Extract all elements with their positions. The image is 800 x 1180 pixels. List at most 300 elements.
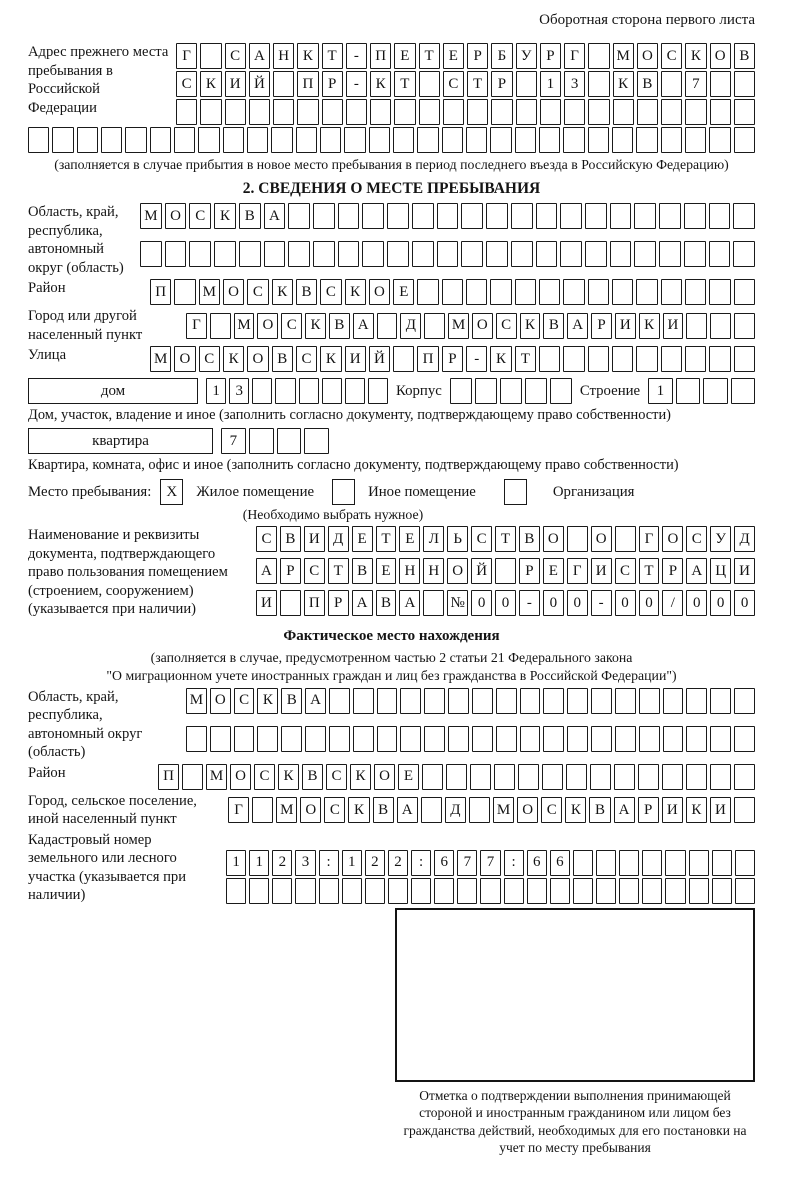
char-cell [448, 726, 469, 752]
char-cell: 1 [206, 378, 226, 404]
char-cell: К [320, 346, 341, 372]
char-cell: 0 [567, 590, 588, 616]
char-cell [486, 241, 508, 267]
prev-address-note: (заполняется в случае прибытия в новое место пребывания в период последнего въезда в Российскую Федерацию) [54, 157, 729, 172]
char-cell [52, 127, 73, 153]
actual-region-row [28, 688, 755, 762]
char-cell: 0 [615, 590, 636, 616]
char-cell [424, 726, 445, 752]
char-cell: К [350, 764, 371, 790]
checkbox-organization [504, 479, 527, 505]
char-cell [563, 279, 584, 305]
char-cell [710, 688, 731, 714]
char-cell [457, 878, 477, 904]
char-cell [665, 878, 685, 904]
char-cell [734, 71, 755, 97]
char-cell [734, 797, 755, 823]
cadastral-grid [226, 831, 755, 905]
char-cell [490, 127, 511, 153]
char-cell: А [399, 590, 420, 616]
char-cell [491, 99, 512, 125]
char-cell [511, 203, 533, 229]
char-cell [182, 764, 203, 790]
char-cell: О [591, 526, 612, 552]
char-cell [731, 378, 755, 404]
char-cell [550, 378, 572, 404]
char-cell: С [686, 526, 707, 552]
char-cell: : [504, 850, 524, 876]
char-cell [264, 241, 286, 267]
char-cell: 7 [221, 428, 246, 454]
char-cell [543, 688, 564, 714]
char-cell: О [210, 688, 231, 714]
apartment-note: Квартира, комната, офис и иное (заполнить согласно документу, подтверждающему право собственности) [28, 457, 679, 473]
char-cell: С [324, 797, 345, 823]
page-side-note: Оборотная сторона первого листа [539, 12, 755, 28]
char-cell [329, 726, 350, 752]
char-cell [189, 241, 211, 267]
char-cell: С [281, 313, 302, 339]
char-cell [28, 127, 49, 153]
char-cell [472, 726, 493, 752]
region-label: Область, край, республика, автономный округ (область) [28, 204, 124, 276]
option-other-premises-label: Иное помещение [368, 483, 476, 500]
char-cell: Т [467, 71, 488, 97]
char-cell: О [257, 313, 278, 339]
char-cell [588, 99, 609, 125]
char-cell [370, 99, 391, 125]
char-cell: 0 [686, 590, 707, 616]
char-cell [709, 203, 731, 229]
char-cell [685, 346, 706, 372]
char-cell [685, 127, 706, 153]
char-cell: А [686, 558, 707, 584]
char-cell: И [734, 558, 755, 584]
char-cell [393, 346, 414, 372]
char-cell [596, 850, 616, 876]
char-cell: П [297, 71, 318, 97]
char-cell [176, 99, 197, 125]
char-cell: И [663, 313, 684, 339]
char-cell: 6 [550, 850, 570, 876]
char-grid-row [228, 797, 755, 823]
char-cell [437, 241, 459, 267]
house-note: Дом, участок, владение и иное (заполнить согласно документу, подтверждающему право собственности) [28, 407, 671, 423]
char-cell: К [639, 313, 660, 339]
char-cell [515, 279, 536, 305]
char-cell [421, 797, 442, 823]
char-cell: С [471, 526, 492, 552]
char-cell: К [200, 71, 221, 97]
char-cell: О [247, 346, 268, 372]
char-cell: 1 [249, 850, 269, 876]
char-cell [424, 688, 445, 714]
char-cell: Ц [710, 558, 731, 584]
char-cell: 1 [540, 71, 561, 97]
korpus-label: Корпус [396, 383, 442, 399]
cadastral-row [28, 831, 755, 905]
char-cell [686, 688, 707, 714]
char-grid-row [186, 313, 755, 339]
char-cell [710, 99, 731, 125]
char-cell [710, 71, 731, 97]
char-cell: У [516, 43, 537, 69]
char-cell: С [247, 279, 268, 305]
char-cell [615, 688, 636, 714]
char-cell [377, 726, 398, 752]
char-cell: В [239, 203, 261, 229]
actual-region-grid [186, 688, 755, 762]
char-cell [446, 764, 467, 790]
checkbox-residential: X [160, 479, 183, 505]
char-cell [591, 726, 612, 752]
city-row [28, 307, 755, 344]
char-cell [412, 203, 434, 229]
char-cell [496, 688, 517, 714]
char-cell: К [613, 71, 634, 97]
char-cell [733, 203, 755, 229]
char-cell [733, 241, 755, 267]
char-cell [536, 203, 558, 229]
char-cell [596, 878, 616, 904]
char-cell [567, 726, 588, 752]
char-cell [542, 764, 563, 790]
char-cell: : [319, 850, 339, 876]
char-cell [338, 241, 360, 267]
char-cell: С [176, 71, 197, 97]
char-cell [198, 127, 219, 153]
char-cell [663, 726, 684, 752]
char-cell [101, 127, 122, 153]
char-cell: В [589, 797, 610, 823]
char-grid-row [226, 878, 755, 905]
char-cell: А [352, 590, 373, 616]
char-cell: Й [249, 71, 270, 97]
char-cell [377, 313, 398, 339]
char-cell [466, 127, 487, 153]
char-cell [434, 878, 454, 904]
char-cell: С [443, 71, 464, 97]
char-cell: В [734, 43, 755, 69]
char-cell [709, 127, 730, 153]
char-cell [210, 313, 231, 339]
char-cell: Р [280, 558, 301, 584]
char-cell [475, 378, 497, 404]
char-cell [344, 127, 365, 153]
char-cell [362, 241, 384, 267]
char-cell [536, 241, 558, 267]
char-cell: Т [639, 558, 660, 584]
char-cell: И [225, 71, 246, 97]
char-cell [662, 764, 683, 790]
char-cell [590, 764, 611, 790]
street-label: Улица [28, 347, 67, 363]
actual-district-label: Район [28, 764, 66, 781]
char-cell: П [158, 764, 179, 790]
char-cell: 7 [685, 71, 706, 97]
document-grid [256, 526, 755, 619]
char-cell: 3 [295, 850, 315, 876]
char-cell: Т [495, 526, 516, 552]
stroenie-cells [648, 378, 755, 404]
char-cell [186, 726, 207, 752]
char-cell [686, 726, 707, 752]
char-cell [686, 764, 707, 790]
char-cell [288, 241, 310, 267]
char-cell [411, 878, 431, 904]
char-cell [272, 878, 292, 904]
char-cell [288, 203, 310, 229]
char-cell [319, 878, 339, 904]
char-cell: К [278, 764, 299, 790]
char-cell: О [165, 203, 187, 229]
char-cell [296, 127, 317, 153]
char-cell [305, 726, 326, 752]
char-cell: О [300, 797, 321, 823]
char-cell: М [448, 313, 469, 339]
char-cell: В [302, 764, 323, 790]
char-cell: 7 [480, 850, 500, 876]
char-cell: М [186, 688, 207, 714]
char-cell: Е [398, 764, 419, 790]
char-cell: С [661, 43, 682, 69]
char-cell: О [662, 526, 683, 552]
char-cell [494, 764, 515, 790]
char-cell [659, 203, 681, 229]
char-cell [280, 590, 301, 616]
char-cell: С [254, 764, 275, 790]
city-label: Город или другой населенный пункт [28, 308, 143, 343]
char-cell [304, 428, 329, 454]
char-cell [543, 726, 564, 752]
char-cell: О [517, 797, 538, 823]
char-cell: А [353, 313, 374, 339]
char-cell [419, 71, 440, 97]
prev-address-overflow-row [28, 127, 755, 153]
char-cell [588, 127, 609, 153]
char-cell [615, 526, 636, 552]
char-cell: Г [567, 558, 588, 584]
char-cell: К [305, 313, 326, 339]
char-cell: О [543, 526, 564, 552]
char-cell [735, 850, 755, 876]
char-cell: К [257, 688, 278, 714]
char-grid-row [256, 590, 755, 618]
char-cell [709, 279, 730, 305]
char-cell [424, 313, 445, 339]
char-cell: М [276, 797, 297, 823]
char-cell: Т [328, 558, 349, 584]
char-cell [322, 378, 342, 404]
char-cell: К [345, 279, 366, 305]
prev-address-grid [176, 43, 755, 125]
char-cell: И [615, 313, 636, 339]
char-cell [252, 378, 272, 404]
char-cell: Г [186, 313, 207, 339]
char-cell: К [272, 279, 293, 305]
char-cell [417, 279, 438, 305]
char-cell [634, 203, 656, 229]
char-cell: И [256, 590, 277, 616]
char-cell [313, 203, 335, 229]
char-cell [295, 878, 315, 904]
char-cell [353, 688, 374, 714]
char-cell [345, 378, 365, 404]
char-cell: Е [376, 558, 397, 584]
char-cell [567, 688, 588, 714]
char-cell [734, 313, 755, 339]
char-cell [400, 726, 421, 752]
char-cell [539, 346, 560, 372]
char-cell [387, 203, 409, 229]
char-cell: И [345, 346, 366, 372]
char-cell: И [591, 558, 612, 584]
stay-type-label: Место пребывания: [28, 483, 152, 500]
char-cell [563, 346, 584, 372]
char-cell [342, 878, 362, 904]
char-cell [734, 688, 755, 714]
char-cell: Р [519, 558, 540, 584]
char-cell [496, 726, 517, 752]
cadastral-label: Кадастровый номер земельного или лесного участка (указывается при наличии) [28, 831, 187, 903]
char-cell [443, 99, 464, 125]
apartment-cells [221, 428, 329, 454]
char-cell: 0 [639, 590, 660, 616]
char-cell: С [256, 526, 277, 552]
char-cell [642, 878, 662, 904]
char-cell [200, 99, 221, 125]
char-cell [77, 127, 98, 153]
char-cell [585, 241, 607, 267]
char-cell [566, 764, 587, 790]
char-cell [520, 726, 541, 752]
char-cell [174, 127, 195, 153]
char-cell [735, 878, 755, 904]
char-cell: Т [515, 346, 536, 372]
region-grid [140, 203, 755, 277]
prev-address-row [28, 43, 755, 125]
char-cell: В [272, 346, 293, 372]
char-cell: К [214, 203, 236, 229]
char-cell [573, 850, 593, 876]
char-cell [610, 241, 632, 267]
char-cell: 2 [272, 850, 292, 876]
char-cell: А [397, 797, 418, 823]
char-cell: Г [564, 43, 585, 69]
char-cell [210, 726, 231, 752]
document-label: Наименование и реквизиты документа, подтверждающего право пользования помещением (строением, сооружением) (указывается при наличии) [28, 527, 228, 617]
char-cell [659, 241, 681, 267]
char-cell [518, 764, 539, 790]
char-cell [313, 241, 335, 267]
char-cell: И [710, 797, 731, 823]
char-cell [550, 878, 570, 904]
char-cell [467, 99, 488, 125]
char-cell [661, 346, 682, 372]
char-cell: Д [328, 526, 349, 552]
char-cell: В [352, 558, 373, 584]
region-row [28, 203, 755, 277]
char-cell [140, 241, 162, 267]
char-cell: А [249, 43, 270, 69]
char-cell: Н [273, 43, 294, 69]
char-cell: В [296, 279, 317, 305]
char-cell [400, 688, 421, 714]
char-cell: 2 [365, 850, 385, 876]
char-cell [495, 558, 516, 584]
char-cell [472, 688, 493, 714]
char-cell: 0 [495, 590, 516, 616]
char-cell: М [150, 346, 171, 372]
char-cell: / [662, 590, 683, 616]
char-cell [588, 71, 609, 97]
char-cell [734, 99, 755, 125]
char-cell [461, 241, 483, 267]
char-cell [638, 764, 659, 790]
char-cell: С [541, 797, 562, 823]
char-cell [275, 378, 295, 404]
char-cell [588, 43, 609, 69]
char-cell: К [297, 43, 318, 69]
char-cell [329, 688, 350, 714]
char-cell [249, 428, 274, 454]
char-cell [614, 764, 635, 790]
char-cell [636, 279, 657, 305]
char-cell [393, 127, 414, 153]
char-cell [684, 241, 706, 267]
char-cell [560, 241, 582, 267]
char-cell: А [256, 558, 277, 584]
char-cell [710, 313, 731, 339]
char-cell: К [520, 313, 541, 339]
char-cell [665, 850, 685, 876]
char-cell: 6 [434, 850, 454, 876]
char-cell [448, 688, 469, 714]
char-cell [734, 726, 755, 752]
char-cell: Н [423, 558, 444, 584]
char-cell [612, 346, 633, 372]
char-cell [486, 203, 508, 229]
char-cell [539, 127, 560, 153]
char-cell: 6 [527, 850, 547, 876]
char-cell [539, 279, 560, 305]
char-cell [564, 99, 585, 125]
char-cell: К [223, 346, 244, 372]
char-cell [252, 797, 273, 823]
char-cell [365, 878, 385, 904]
char-cell [362, 203, 384, 229]
char-cell [299, 378, 319, 404]
char-cell: В [519, 526, 540, 552]
char-cell: И [662, 797, 683, 823]
char-cell [281, 726, 302, 752]
char-cell: Р [491, 71, 512, 97]
char-cell [239, 241, 261, 267]
char-cell: П [370, 43, 391, 69]
prev-address-label: Адрес прежнего места пребывания в Российской Федерации [28, 44, 169, 116]
char-cell [588, 279, 609, 305]
char-cell [661, 279, 682, 305]
char-cell: О [472, 313, 493, 339]
char-cell [636, 127, 657, 153]
char-cell: К [370, 71, 391, 97]
char-cell [234, 726, 255, 752]
char-cell [685, 99, 706, 125]
char-cell: Р [638, 797, 659, 823]
char-cell [320, 127, 341, 153]
char-cell [338, 203, 360, 229]
district-row [28, 279, 755, 305]
